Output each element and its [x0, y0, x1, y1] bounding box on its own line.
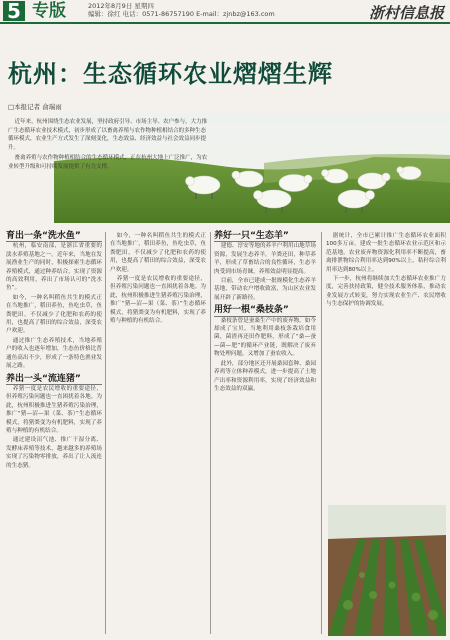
lead-paragraph: 畜禽养殖与农作物种植相结合的生态循环模式，正在杭州大地上广泛推广，为农业转型升级和可持续发展提供了有力支撑。	[8, 155, 208, 170]
field-photo	[328, 505, 446, 636]
section-heading: 养出一头“流连猪”	[6, 375, 102, 385]
column-rule	[210, 232, 211, 634]
column-3	[214, 232, 316, 394]
paragraph: 杭州，临安南部，是浙江省重要的淡水养殖基地之一。近年来，当地在发展渔业生产的同时，积极探索生态循环养殖模式，通过种养结合，实现了资源的高效利用，养出了市场认可的“洗水鱼”。	[6, 243, 102, 292]
paragraph: 养猪一度是农民增收的重要途径，但养殖污染问题也一直困扰着各地。为此，杭州积极推进生猪养殖污染治理，推广“猪—沼—果（菜、茶）”生态循环模式，将猪粪变为有机肥料，实现了养殖与种植的有机结合。	[6, 385, 102, 434]
paragraph: 通过建设沼气池、推广干湿分离、发酵床养殖等技术，越来越多的养殖场实现了污染物零排放，养出了让人流连的生态猪。	[6, 437, 102, 469]
section-name: 专版	[32, 1, 66, 21]
column-2	[110, 232, 206, 326]
paragraph: 据统计，全市已累计推广生态循环农业面积100多万亩，建成一批生态循环农业示范区和示范基地，农业废弃物资源化利用率不断提高，畜禽排泄物综合利用率达到90%以上，秸秆综合利用率达到80%以上。	[326, 233, 446, 273]
lead-paragraphs	[8, 118, 208, 172]
column-1	[6, 232, 102, 471]
section-heading: 养好一只“生态羊”	[214, 232, 316, 242]
column-4	[326, 232, 446, 310]
paragraph: 下一步，杭州将继续加大生态循环农业推广力度，完善扶持政策，健全技术服务体系，推动农业发展方式转变，努力实现农业生产、农民增收与生态保护的协调发展。	[326, 276, 446, 308]
masthead-contact: 编辑：徐红 电话：0571-86757190 E-mail：zjnbz@163.com	[88, 10, 275, 18]
masthead-date: 2012年8月9日 星期四	[88, 2, 154, 10]
column-rule	[105, 232, 106, 634]
paragraph: 如今，一种名叫稻鱼共生的模式正在当地推广，稻田养鱼，鱼吃虫草，鱼粪肥田，不仅减少了化肥和农药的使用，也提高了稻田的综合效益，深受农户欢迎。	[6, 294, 102, 335]
paragraph: 养猪一度是农民增收的重要途径，但养殖污染问题也一直困扰着各地。为此，杭州积极推进生猪养殖污染治理，推广“猪—沼—果（菜、茶）”生态循环模式，将猪粪变为有机肥料，实现了养殖与种植的有机结合。	[110, 276, 206, 325]
lead-paragraph: 近年来，杭州围绕生态农业发展，坚持政府引导、市场主导、农户参与，大力推广生态循环农业技术模式，初步形成了以畜禽养殖与农作物种植相结合的多种生态循环模式，农业生产方式发生了深刻变化，生态效益、经济效益与社会效益同步提升。	[8, 119, 208, 151]
paragraph: 如今，一种名叫稻鱼共生的模式正在当地推广，稻田养鱼，鱼吃虫草，鱼粪肥田，不仅减少了化肥和农药的使用，也提高了稻田的综合效益，深受农户欢迎。	[110, 233, 206, 273]
paragraph: 此外，部分地区还开展桑园套种、桑园养鸡等立体种养模式，进一步提高了土地产出率和资源利用率，实现了经济效益和生态效益的双赢。	[214, 360, 316, 392]
column-rule	[321, 232, 322, 634]
paragraph: 桑枝条曾是蚕桑生产中的废弃物，如今却成了宝贝。当地利用桑枝条栽培食用菌，菌渣再还田作肥料，形成了“桑—蚕—菌—肥”的循环产业链，既解决了废弃物处理问题，又增加了蚕农收入。	[214, 317, 316, 358]
page-number: 5	[3, 1, 25, 21]
paragraph: 建德、淳安等地的养羊户利用山地草场资源，发展生态养羊，羊粪还田，种草养羊，形成了草畜结合的良性循环，生态羊肉受到市场青睐，养殖效益明显提高。	[214, 243, 316, 275]
paragraph: 目前，全市已建成一批规模化生态养羊基地，带动农户增收致富，为山区农业发展开辟了新路径。	[214, 278, 316, 301]
newspaper-logo: 浙村信息报	[368, 4, 444, 22]
section-heading: 育出一条“洗水鱼”	[6, 232, 102, 242]
masthead-meta	[88, 2, 328, 18]
headline: 杭州：生态循环农业熠熠生辉	[8, 60, 333, 88]
section-heading: 用好一根“桑枝条”	[214, 306, 316, 316]
byline: □本报记者 俞瑞雨	[8, 103, 62, 111]
paragraph: 通过推广生态养殖技术，当地养殖户的收入也逐年增加，生态鱼价格比普通鱼高出不少，形成了一条特色渔业发展之路。	[6, 337, 102, 370]
